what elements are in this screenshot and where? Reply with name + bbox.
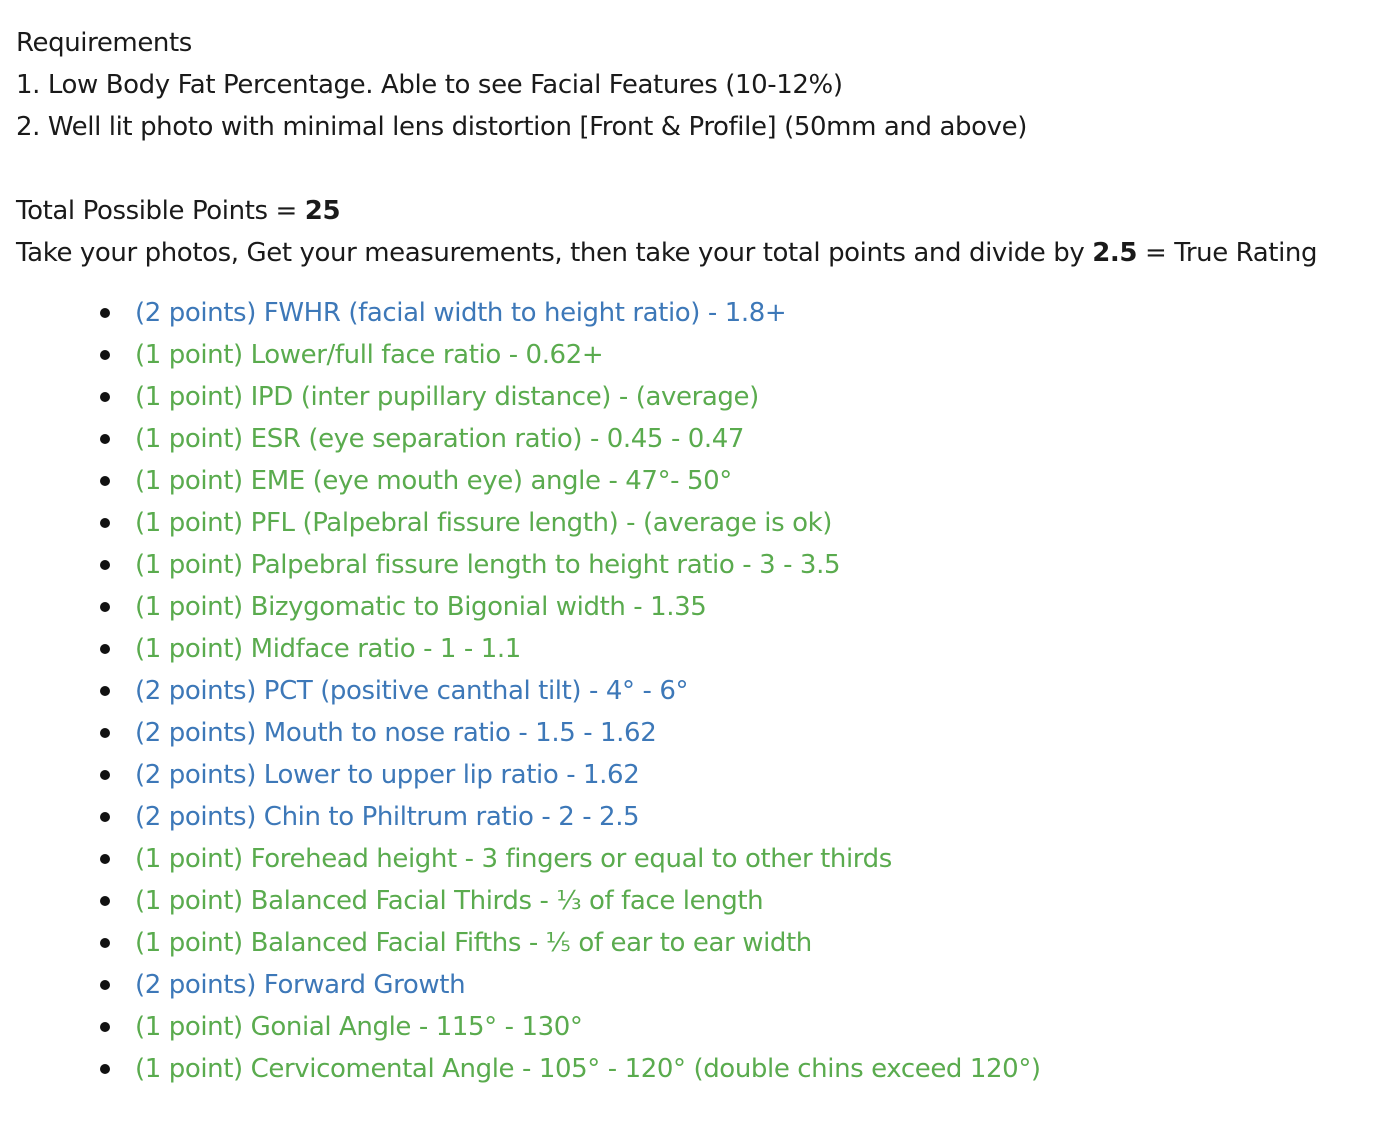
criteria-text: (1 point) Midface ratio - 1 - 1.1 [135,634,521,664]
criteria-item [16,544,1372,586]
bullet-icon [100,812,110,822]
bullet-icon [100,896,110,906]
criteria-item [16,502,1372,544]
bullet-icon [100,602,110,612]
bullet-icon [100,686,110,696]
requirements-heading: Requirements [16,28,192,58]
bullet-icon [100,518,110,528]
criteria-item [16,334,1372,376]
bullet-icon [100,560,110,570]
bullet-icon [100,476,110,486]
criteria-text: (2 points) PCT (positive canthal tilt) - 4° - 6° [135,676,689,706]
bullet-icon [100,350,110,360]
criteria-item [16,754,1372,796]
criteria-list [16,292,1372,1090]
total-points-value: 25 [304,196,341,226]
instruction-text: Take your photos, Get your measurements, then take your total points and divide by [16,238,1093,268]
criteria-text: (1 point) Gonial Angle - 115° - 130° [135,1012,583,1042]
bullet-icon [100,980,110,990]
criteria-item [16,1048,1372,1090]
requirement-item-1: 1. Low Body Fat Percentage. Able to see Facial Features (10-12%) [16,70,843,100]
total-points-line [16,190,1372,232]
criteria-item [16,880,1372,922]
bullet-icon [100,938,110,948]
total-points-label: Total Possible Points = [16,196,305,226]
criteria-item [16,376,1372,418]
bullet-icon [100,1064,110,1074]
criteria-text: (1 point) Forehead height - 3 fingers or equal to other thirds [135,844,892,874]
criteria-text: (1 point) Balanced Facial Thirds - ⅓ of face length [135,886,764,916]
criteria-text: (1 point) EME (eye mouth eye) angle - 47°- 50° [135,466,732,496]
bullet-icon [100,392,110,402]
criteria-item [16,418,1372,460]
instruction-result: = True Rating [1137,238,1318,268]
criteria-item [16,628,1372,670]
criteria-text: (1 point) Palpebral fissure length to height ratio - 3 - 3.5 [135,550,841,580]
spacer [16,148,1372,190]
bullet-icon [100,308,110,318]
criteria-item [16,460,1372,502]
criteria-item [16,796,1372,838]
bullet-icon [100,434,110,444]
requirement-item-2: 2. Well lit photo with minimal lens distortion [Front & Profile] (50mm and above) [16,112,1027,142]
criteria-text: (2 points) Mouth to nose ratio - 1.5 - 1.62 [135,718,657,748]
bullet-icon [100,644,110,654]
criteria-item [16,292,1372,334]
instruction-line [16,232,1372,274]
criteria-item [16,838,1372,880]
criteria-text: (1 point) IPD (inter pupillary distance) - (average) [135,382,759,412]
bullet-icon [100,1022,110,1032]
criteria-item [16,670,1372,712]
criteria-text: (2 points) Forward Growth [135,970,466,1000]
criteria-text: (1 point) Lower/full face ratio - 0.62+ [135,340,604,370]
criteria-text: (2 points) Chin to Philtrum ratio - 2 - 2.5 [135,802,640,832]
divisor-value: 2.5 [1092,238,1138,268]
criteria-text: (2 points) FWHR (facial width to height ratio) - 1.8+ [135,298,787,328]
criteria-text: (1 point) PFL (Palpebral fissure length) - (average is ok) [135,508,833,538]
criteria-item [16,712,1372,754]
criteria-text: (1 point) ESR (eye separation ratio) - 0.45 - 0.47 [135,424,745,454]
criteria-text: (1 point) Bizygomatic to Bigonial width - 1.35 [135,592,707,622]
bullet-icon [100,770,110,780]
criteria-item [16,586,1372,628]
criteria-text: (1 point) Cervicomental Angle - 105° - 120° (double chins exceed 120°) [135,1054,1041,1084]
criteria-text: (1 point) Balanced Facial Fifths - ⅕ of ear to ear width [135,928,812,958]
bullet-icon [100,854,110,864]
criteria-item [16,1006,1372,1048]
criteria-text: (2 points) Lower to upper lip ratio - 1.62 [135,760,640,790]
bullet-icon [100,728,110,738]
criteria-item [16,922,1372,964]
criteria-item [16,964,1372,1006]
document-body [16,22,1372,1090]
